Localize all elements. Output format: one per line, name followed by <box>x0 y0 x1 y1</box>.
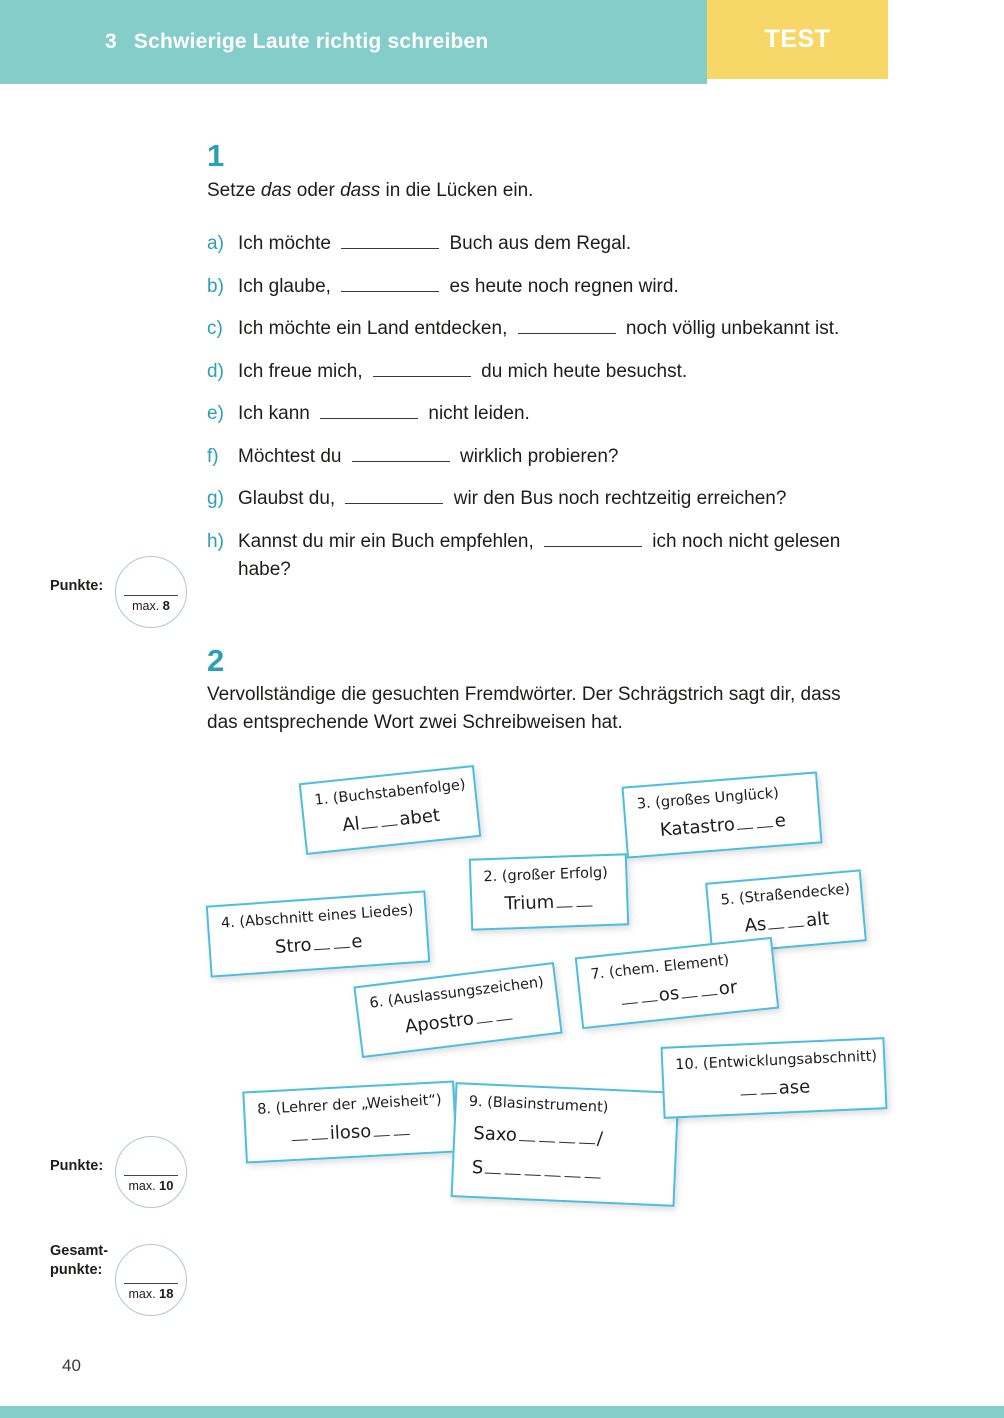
answer-text: Trium <box>504 891 555 915</box>
card-clue: 9. (Blasinstrument) <box>468 1093 609 1116</box>
answer-text: Stro <box>274 934 313 959</box>
letter-blank[interactable] <box>519 1127 536 1142</box>
letter-blank[interactable] <box>475 1008 493 1024</box>
item-letter: a) <box>207 233 224 254</box>
letter-blank[interactable] <box>787 912 804 927</box>
letter-blank[interactable] <box>381 811 398 827</box>
item-text-after-blank: es heute noch regnen wird. <box>444 275 679 297</box>
letter-blank[interactable] <box>291 1126 308 1141</box>
word-card-9 <box>451 1082 680 1207</box>
card-answer <box>676 1074 873 1104</box>
total-points-label <box>50 1242 108 1280</box>
card-clue: 1. (Buchstabenfolge) <box>313 777 467 809</box>
item-text-after-blank: wirklich probieren? <box>454 445 619 467</box>
letter-blank[interactable] <box>525 1161 542 1176</box>
item-letter: d) <box>207 360 224 382</box>
card-clue: 10. (Entwicklungsabschnitt) <box>675 1048 878 1074</box>
instruction-italic-das: das <box>260 180 292 201</box>
item-letter: e) <box>207 403 224 424</box>
points-max-1: max. 8 <box>132 598 170 613</box>
card-answer <box>722 906 851 938</box>
letter-blank[interactable] <box>700 981 717 997</box>
points-entry-line[interactable] <box>124 1283 178 1284</box>
card-clue: 4. (Abschnitt eines Liedes) <box>220 902 414 932</box>
letter-blank[interactable] <box>740 1081 757 1096</box>
points-circle-2 <box>115 1136 187 1208</box>
instruction-text: oder <box>291 180 341 201</box>
total-points-circle <box>115 1244 187 1316</box>
card-clue: 5. (Straßendecke) <box>720 881 851 909</box>
letter-blank[interactable] <box>361 813 378 829</box>
card-answer <box>465 1157 662 1187</box>
card-clue: 8. (Lehrer der „Weisheit“) <box>256 1092 442 1118</box>
letter-blank[interactable] <box>585 1164 602 1179</box>
item-text-before-blank: Ich freue mich, <box>238 360 368 382</box>
letter-blank[interactable] <box>736 815 753 830</box>
item-letter: g) <box>207 488 224 509</box>
card-answer <box>258 1117 443 1148</box>
letter-blank[interactable] <box>680 983 697 999</box>
answer-text: os <box>657 982 681 1006</box>
item-text-before-blank: Kannst du mir ein Buch empfehlen, <box>238 530 540 552</box>
answer-text: Al <box>341 813 361 837</box>
answer-text: ase <box>778 1076 811 1099</box>
item-text-before-blank: Glaubst du, <box>238 488 341 509</box>
word-card-4 <box>206 890 430 977</box>
item-text-before-blank: Ich möchte ein Land entdecken, <box>238 318 513 339</box>
card-answer <box>316 802 465 838</box>
item-text-before-blank: Ich kann <box>238 403 316 424</box>
answer-text: e <box>350 930 364 953</box>
answer-text: alt <box>805 908 831 932</box>
card-answer <box>484 890 615 916</box>
bottom-bar <box>0 1406 1004 1418</box>
chapter-title: Schwierige Laute richtig schreiben <box>133 30 489 53</box>
letter-blank[interactable] <box>559 1129 576 1144</box>
letter-blank[interactable] <box>620 989 637 1005</box>
item-text-after-blank: Buch aus dem Regal. <box>444 233 632 254</box>
item-text-after-blank: nicht leiden. <box>423 403 530 424</box>
word-card-6 <box>353 962 562 1058</box>
item-letter: f) <box>207 445 219 467</box>
answer-text: / <box>596 1128 604 1150</box>
total-points-max: max. 18 <box>128 1286 174 1301</box>
letter-blank[interactable] <box>545 1162 562 1177</box>
section-2-number: 2 <box>207 643 225 678</box>
item-letter: b) <box>207 275 224 297</box>
chapter-number: 3 <box>105 30 117 53</box>
page-number: 40 <box>62 1356 81 1375</box>
card-answer <box>638 808 807 842</box>
card-clue: 3. (großes Unglück) <box>636 785 780 813</box>
word-card-8 <box>242 1081 457 1164</box>
word-card-3 <box>621 771 822 858</box>
test-badge: TEST <box>707 0 888 79</box>
card-clue: 2. (großer Erfolg) <box>483 864 609 886</box>
answer-text: or <box>717 976 739 1000</box>
card-clue: 7. (chem. Element) <box>589 952 730 983</box>
total-points-label-line1: Gesamt- <box>50 1243 109 1259</box>
answer-text: iloso <box>329 1120 372 1145</box>
answer-text: As <box>743 913 768 937</box>
letter-blank[interactable] <box>768 914 785 929</box>
letter-blank[interactable] <box>333 934 350 949</box>
item-text-after-blank: ich noch nicht gelesen habe? <box>238 530 841 580</box>
points-label-1: Punkte: <box>50 578 104 594</box>
letter-blank[interactable] <box>485 1160 502 1175</box>
total-points-label-line2: punkte: <box>50 1262 103 1278</box>
points-label-2: Punkte: <box>50 1158 104 1174</box>
item-text-after-blank: wir den Bus noch rechtzeitig erreichen? <box>448 488 787 509</box>
answer-text: S <box>471 1156 484 1179</box>
letter-blank[interactable] <box>556 893 572 908</box>
answer-text: Katastro <box>659 814 736 841</box>
answer-text: e <box>773 810 787 832</box>
card-answer <box>222 927 415 961</box>
card-clue: 6. (Auslassungszeichen) <box>368 974 545 1012</box>
instruction-text: Setze <box>207 180 261 201</box>
letter-blank[interactable] <box>373 1122 390 1137</box>
letter-blank[interactable] <box>760 1080 777 1095</box>
letter-blank[interactable] <box>539 1128 556 1143</box>
section-1-number: 1 <box>207 138 225 173</box>
letter-blank[interactable] <box>311 1125 328 1140</box>
letter-blank[interactable] <box>640 987 657 1003</box>
points-entry-line[interactable] <box>124 1175 178 1176</box>
word-card-2 <box>469 853 629 930</box>
letter-blank[interactable] <box>579 1130 596 1145</box>
item-text-before-blank: Möchtest du <box>238 445 347 467</box>
item-letter: c) <box>207 318 223 339</box>
word-card-1 <box>299 765 482 855</box>
item-text-after-blank: du mich heute besuchst. <box>475 360 688 382</box>
letter-blank[interactable] <box>495 1006 513 1022</box>
letter-blank[interactable] <box>576 893 592 908</box>
word-card-10 <box>661 1037 888 1119</box>
instruction-italic-dass: dass <box>340 180 381 201</box>
letter-blank[interactable] <box>756 813 773 828</box>
instruction-text: in die Lücken ein. <box>380 180 534 201</box>
item-text-before-blank: Ich glaube, <box>238 275 337 297</box>
word-card-7 <box>575 937 779 1029</box>
item-letter: h) <box>207 530 224 552</box>
letter-blank[interactable] <box>505 1160 522 1175</box>
points-max-2: max. 10 <box>128 1178 174 1193</box>
letter-blank[interactable] <box>393 1121 410 1136</box>
item-text-before-blank: Ich möchte <box>238 233 337 254</box>
section-2-instruction: Vervollständige die gesuchten Fremdwörter. Der Schrägstrich sagt dir, dass das entsprechende Wort zwei Schreibweisen hat. <box>207 684 841 733</box>
letter-blank[interactable] <box>565 1163 582 1178</box>
item-text-after-blank: noch völlig unbekannt ist. <box>620 318 840 339</box>
letter-blank[interactable] <box>313 935 330 950</box>
answer-text: Saxo <box>472 1123 518 1146</box>
card-answer <box>467 1123 664 1153</box>
answer-text: abet <box>398 804 441 831</box>
answer-text: Apostro <box>403 1008 476 1038</box>
